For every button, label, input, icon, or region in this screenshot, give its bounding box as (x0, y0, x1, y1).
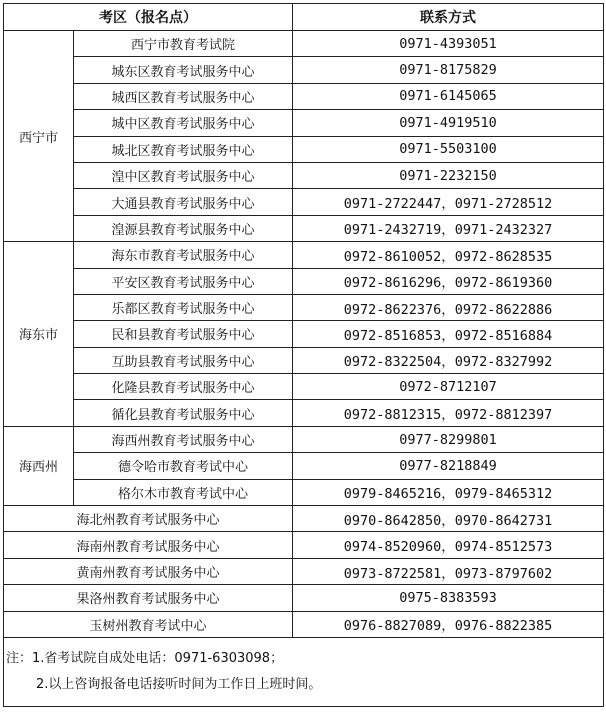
phone-number: 0972-8610052，0972-8628535 (293, 242, 604, 268)
site-name: 果洛州教育考试服务中心 (4, 585, 293, 611)
table-row (4, 347, 604, 373)
table-row (4, 585, 604, 611)
site-name: 海东市教育考试服务中心 (74, 242, 293, 268)
table-row (4, 400, 604, 426)
phone-number: 0972-8322504，0972-8327992 (293, 347, 604, 373)
table-row (4, 57, 604, 83)
site-name: 西宁市教育考试院 (74, 31, 293, 57)
site-name: 平安区教育考试服务中心 (74, 268, 293, 294)
site-name: 格尔木市教育考试中心 (74, 479, 293, 505)
site-name: 化隆县教育考试服务中心 (74, 374, 293, 400)
phone-number: 0971-2722447，0971-2728512 (293, 189, 604, 215)
table-row (4, 453, 604, 479)
table-row (4, 558, 604, 584)
notes-row (4, 637, 604, 706)
site-name: 民和县教育考试服务中心 (74, 321, 293, 347)
phone-number: 0971-5503100 (293, 136, 604, 162)
phone-number: 0970-8642850，0970-8642731 (293, 506, 604, 532)
region-cell: 海西州 (4, 426, 74, 505)
site-name: 循化县教育考试服务中心 (74, 400, 293, 426)
note-2: 2.以上咨询报备电话接听时间为工作日上班时间。 (36, 676, 322, 692)
table-row (4, 268, 604, 294)
phone-number: 0972-8712107 (293, 374, 604, 400)
table-row (4, 611, 604, 637)
table-row (4, 110, 604, 136)
site-name: 黄南州教育考试服务中心 (4, 558, 293, 584)
phone-number: 0971-6145065 (293, 83, 604, 109)
table-row (4, 83, 604, 109)
phone-number: 0979-8465216，0979-8465312 (293, 479, 604, 505)
site-name: 湟中区教育考试服务中心 (74, 162, 293, 188)
site-name: 海西州教育考试服务中心 (74, 426, 293, 452)
site-name: 海北州教育考试服务中心 (4, 506, 293, 532)
site-name: 互助县教育考试服务中心 (74, 347, 293, 373)
header-row (4, 4, 604, 31)
region-cell: 海东市 (4, 242, 74, 427)
site-name: 乐都区教育考试服务中心 (74, 294, 293, 320)
phone-number: 0973-8722581，0973-8797602 (293, 558, 604, 584)
phone-number: 0977-8218849 (293, 453, 604, 479)
table-row (4, 532, 604, 558)
contact-table (3, 3, 604, 707)
table-row (4, 162, 604, 188)
table-row (4, 294, 604, 320)
table-row (4, 374, 604, 400)
phone-number: 0971-4919510 (293, 110, 604, 136)
phone-number: 0972-8622376，0972-8622886 (293, 294, 604, 320)
notes (4, 637, 604, 706)
phone-number: 0975-8383593 (293, 585, 604, 611)
table-row (4, 215, 604, 241)
table-row (4, 506, 604, 532)
site-name: 城西区教育考试服务中心 (74, 83, 293, 109)
phone-number: 0972-8616296，0972-8619360 (293, 268, 604, 294)
header-site: 考区（报名点） (4, 4, 293, 31)
note-1: 注：1.省考试院自成处电话：0971-6303098； (6, 650, 284, 666)
site-name: 玉树州教育考试中心 (4, 611, 293, 637)
table-row (4, 426, 604, 452)
site-name: 德令哈市教育考试中心 (74, 453, 293, 479)
phone-number: 0971-8175829 (293, 57, 604, 83)
phone-number: 0971-2432719，0971-2432327 (293, 215, 604, 241)
phone-number: 0971-4393051 (293, 31, 604, 57)
phone-number: 0972-8812315，0972-8812397 (293, 400, 604, 426)
phone-number: 0971-2232150 (293, 162, 604, 188)
phone-number: 0977-8299801 (293, 426, 604, 452)
phone-number: 0976-8827089，0976-8822385 (293, 611, 604, 637)
table-row (4, 31, 604, 57)
site-name: 城北区教育考试服务中心 (74, 136, 293, 162)
site-name: 海南州教育考试服务中心 (4, 532, 293, 558)
site-name: 城东区教育考试服务中心 (74, 57, 293, 83)
region-cell: 西宁市 (4, 31, 74, 242)
table-row (4, 479, 604, 505)
site-name: 城中区教育考试服务中心 (74, 110, 293, 136)
table-row (4, 189, 604, 215)
header-contact: 联系方式 (293, 4, 604, 31)
table-row (4, 136, 604, 162)
site-name: 湟源县教育考试服务中心 (74, 215, 293, 241)
site-name: 大通县教育考试服务中心 (74, 189, 293, 215)
table-row (4, 321, 604, 347)
phone-number: 0974-8520960，0974-8512573 (293, 532, 604, 558)
phone-number: 0972-8516853，0972-8516884 (293, 321, 604, 347)
table-row (4, 242, 604, 268)
